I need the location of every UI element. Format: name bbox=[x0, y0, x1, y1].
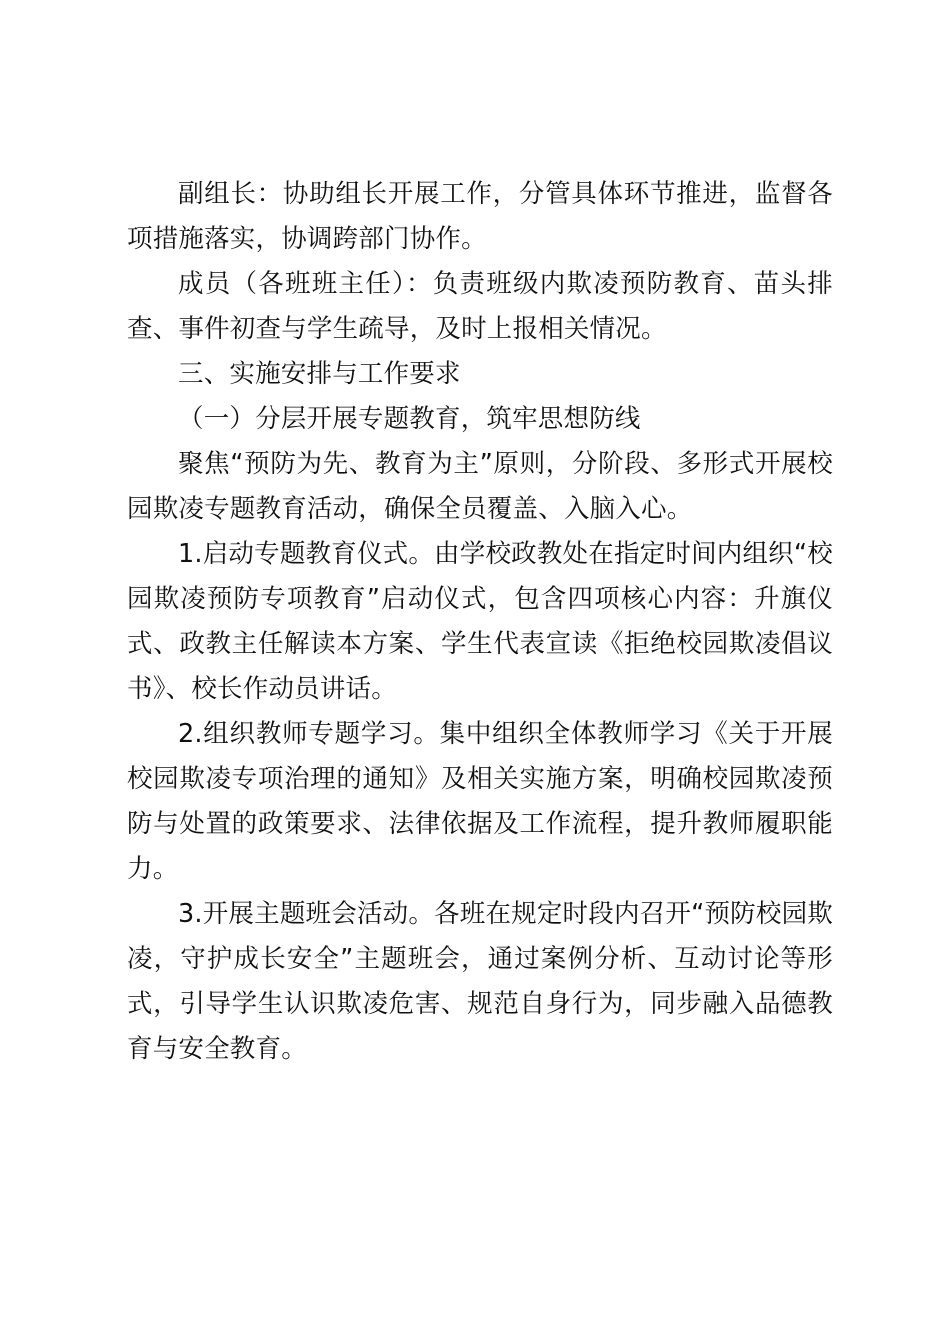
section-heading-implementation: 三、实施安排与工作要求 bbox=[178, 359, 461, 389]
paragraph-item-2: 2.组织教师专题学习。集中组织全体教师学习《关于开展校园欺凌专项治理的通知》及相关实施方案，明确校园欺凌预防与处置的政策要求、法律依据及工作流程，提升教师履职能力。 bbox=[127, 719, 833, 884]
paragraph-item-3: 3.开展主题班会活动。各班在规定时段内召开“预防校园欺凌，守护成长安全”主题班会，通过案例分析、互动讨论等形式，引导学生认识欺凌危害、规范自身行为，同步融入品德教育与安全教育。 bbox=[127, 899, 833, 1064]
paragraph-deputy-leader: 副组长：协助组长开展工作，分管具体环节推进，监督各项措施落实，协调跨部门协作。 bbox=[127, 179, 833, 254]
paragraph-item-1: 1.启动专题教育仪式。由学校政教处在指定时间内组织“校园欺凌预防专项教育”启动仪式，包含四项核心内容：升旗仪式、政教主任解读本方案、学生代表宣读《拒绝校园欺凌倡议书》、校长作动员讲话。 bbox=[127, 539, 833, 704]
document-body bbox=[127, 172, 833, 1072]
paragraph-members: 成员（各班班主任）：负责班级内欺凌预防教育、苗头排查、事件初查与学生疏导，及时上报相关情况。 bbox=[127, 269, 833, 344]
subsection-heading-education: （一）分层开展专题教育，筑牢思想防线 bbox=[178, 404, 641, 434]
paragraph-focus: 聚焦“预防为先、教育为主”原则，分阶段、多形式开展校园欺凌专题教育活动，确保全员覆盖、入脑入心。 bbox=[127, 449, 833, 524]
